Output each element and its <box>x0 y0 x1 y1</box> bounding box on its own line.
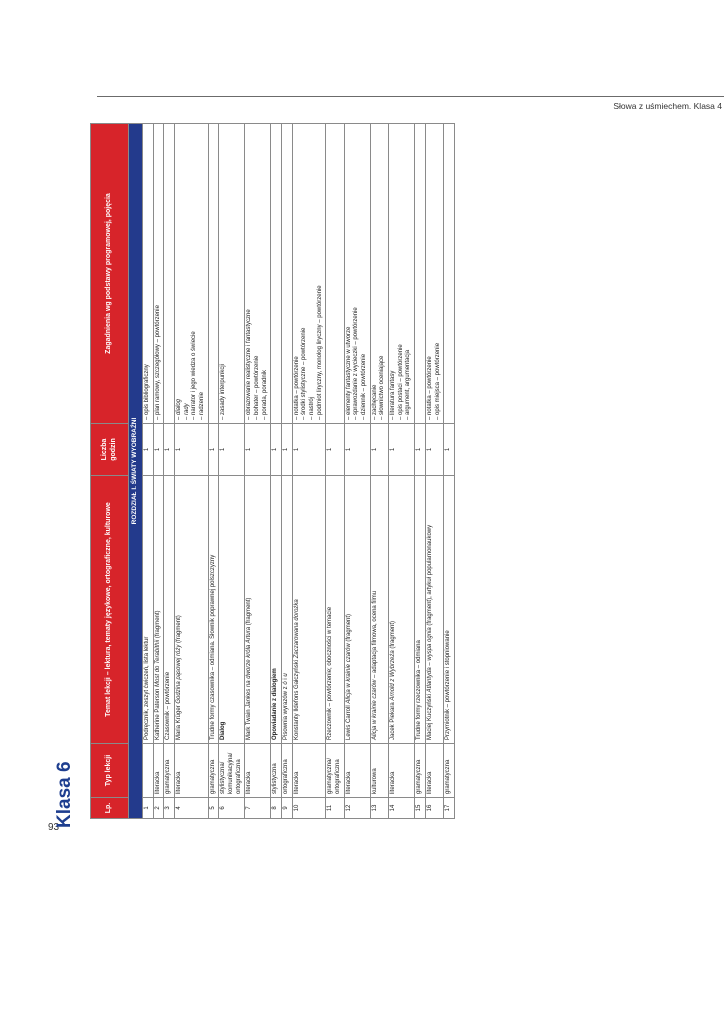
table-row <box>370 124 388 819</box>
cell-lp: 11 <box>326 798 344 819</box>
cell-issues <box>444 124 455 424</box>
issue-line: – plan ramowy, szczegółowy – powtórzenie <box>154 305 161 420</box>
topic-text: – adaptacja filmowa, ocena filmu <box>371 590 378 680</box>
table-row <box>389 124 415 819</box>
cell-topic <box>415 476 426 744</box>
table-row <box>282 124 293 819</box>
cell-lp: 16 <box>425 798 443 819</box>
cell-hours: 1 <box>444 424 455 476</box>
topic-text: Pisownia wyrazów z <box>283 684 290 740</box>
topic-text: Przymiotnik – powtórzenie i stopniowanie <box>445 630 452 740</box>
topic-text: Atlantyda – wyspa ognia <box>426 627 433 693</box>
issue-line: – notatka – powtórzenie <box>293 356 300 420</box>
header-hours: Liczba godzin <box>91 424 129 476</box>
table-row <box>219 124 245 819</box>
cell-topic <box>292 476 326 744</box>
topic-text: Arnold z Wybrzeża <box>390 650 397 701</box>
topic-text: Maciej Kuczyński <box>426 692 433 740</box>
cell-hours: 1 <box>271 424 282 476</box>
cell-hours: 1 <box>153 424 164 476</box>
cell-lesson-type: stylistyczna <box>271 744 282 798</box>
cell-lp: 15 <box>415 798 426 819</box>
topic-text: (fragment) <box>345 613 352 644</box>
cell-issues <box>219 124 245 424</box>
cell-topic <box>164 476 175 744</box>
cell-topic <box>282 476 293 744</box>
topic-text: i <box>283 676 290 682</box>
header-lesson-type: Typ lekcji <box>91 744 129 798</box>
cell-topic <box>208 476 219 744</box>
cell-lp: 10 <box>292 798 326 819</box>
cell-lesson-type <box>143 744 154 798</box>
section-title: ROZDZIAŁ I. ŚWIATY WYOBRAŹNI <box>129 124 143 819</box>
table-header-row <box>91 124 129 819</box>
topic-text: Alicja w krainie czarów <box>371 679 378 740</box>
cell-topic <box>389 476 415 744</box>
cell-lesson-type: kulturowa <box>370 744 388 798</box>
cell-lesson-type: stylistyczna/ komunikacyjna/ ortograficzna <box>219 744 245 798</box>
cell-lesson-type: literacka <box>175 744 209 798</box>
topic-text: Opowiadanie z dialogiem <box>272 668 279 740</box>
cell-lp: 12 <box>344 798 370 819</box>
cell-issues <box>389 124 415 424</box>
cell-lp: 1 <box>143 798 154 819</box>
issue-line: – nastrój <box>309 396 316 420</box>
topic-text: Katherine Paterson <box>154 686 161 740</box>
cell-lesson-type: literacka <box>344 744 370 798</box>
cell-lesson-type: gramatyczna/ ortograficzna <box>326 744 344 798</box>
cell-lp: 14 <box>389 798 415 819</box>
cell-issues <box>415 124 426 424</box>
lesson-plan-table-rotated <box>90 124 630 819</box>
table-row <box>245 124 271 819</box>
topic-text: (fragment) <box>154 610 161 640</box>
cell-lp: 13 <box>370 798 388 819</box>
topic-text: Jankes na dworze króla Artura <box>246 626 253 708</box>
cell-issues <box>326 124 344 424</box>
cell-hours: 1 <box>425 424 443 476</box>
cell-hours: 1 <box>326 424 344 476</box>
cell-topic <box>344 476 370 744</box>
topic-text: Jacek Piekara <box>390 700 397 740</box>
issue-line: – notatka – powtórzenie <box>426 356 433 420</box>
cell-issues <box>245 124 271 424</box>
cell-topic <box>219 476 245 744</box>
header-topic: Temat lekcji – lektura, tematy językowe, ortograficzne, kulturowe <box>91 476 129 744</box>
topic-text: u <box>283 673 290 677</box>
cell-issues <box>425 124 443 424</box>
table-row <box>326 124 344 819</box>
cell-lesson-type: gramatyczna <box>444 744 455 798</box>
topic-text: Maria Krüger <box>176 703 183 740</box>
cell-issues <box>282 124 293 424</box>
cell-hours: 1 <box>282 424 293 476</box>
section-row <box>129 124 143 819</box>
cell-issues <box>153 124 164 424</box>
cell-topic <box>143 476 154 744</box>
header-issues: Zagadnienia wg podstawy programowej, pojęcia <box>91 124 129 424</box>
topic-text: Alicja w krainie czarów <box>345 643 352 704</box>
topic-text: Godzina pąsowej róży <box>176 644 183 704</box>
cell-issues <box>292 124 326 424</box>
cell-topic <box>175 476 209 744</box>
issue-line: – literatura fantasy <box>390 370 397 420</box>
cell-issues <box>271 124 282 424</box>
table-row <box>444 124 455 819</box>
cell-lesson-type: literacka <box>389 744 415 798</box>
issue-line: – bohater – powtórzenie <box>254 355 261 420</box>
cell-lp: 5 <box>208 798 219 819</box>
issue-line: – słownictwo oceniające <box>379 355 386 420</box>
cell-lp: 17 <box>444 798 455 819</box>
table-row <box>344 124 370 819</box>
topic-text: Konstanty Ildefons Gałczyński <box>293 658 300 740</box>
topic-text: ó <box>283 681 290 685</box>
issue-line: – porada, poradnik <box>261 369 268 420</box>
cell-topic <box>444 476 455 744</box>
cell-topic <box>425 476 443 744</box>
issue-line: – zasady interpunkcji <box>220 363 227 420</box>
cell-lp: 2 <box>153 798 164 819</box>
cell-lp: 6 <box>219 798 245 819</box>
cell-hours: 1 <box>143 424 154 476</box>
topic-text: (fragment) <box>246 597 253 627</box>
cell-lesson-type: literacka <box>292 744 326 798</box>
cell-lesson-type: literacka <box>153 744 164 798</box>
topic-text: Podręcznik, zeszyt ćwiczeń, lista lektur <box>144 636 150 740</box>
topic-text: Dialog <box>220 721 227 740</box>
cell-hours: 1 <box>370 424 388 476</box>
cell-hours: 1 <box>219 424 245 476</box>
class-title: Klasa 6 <box>54 761 75 828</box>
cell-hours: 1 <box>292 424 326 476</box>
cell-issues <box>208 124 219 424</box>
cell-lesson-type: literacka <box>245 744 271 798</box>
cell-topic <box>326 476 344 744</box>
table-row <box>415 124 426 819</box>
cell-lp: 3 <box>164 798 175 819</box>
cell-hours: 1 <box>164 424 175 476</box>
topic-text: Trudne formy rzeczownika – odmiana <box>416 640 423 740</box>
table-row <box>208 124 219 819</box>
issue-line: – opis postaci – powtórzenie <box>397 344 404 420</box>
cell-lesson-type: gramatyczna <box>164 744 175 798</box>
table-row <box>425 124 443 819</box>
table-row <box>164 124 175 819</box>
issue-line: – radzenie <box>199 391 206 420</box>
cell-lesson-type: literacka <box>425 744 443 798</box>
issue-line: – opis miejsca – powtórzenie <box>434 342 441 420</box>
cell-topic <box>370 476 388 744</box>
topic-text: (fragment), artykuł popularnonaukowy <box>426 524 433 628</box>
cell-lp: 7 <box>245 798 271 819</box>
cell-topic <box>245 476 271 744</box>
topic-text: (fragment) <box>176 615 183 645</box>
header-rule <box>97 96 724 97</box>
cell-lesson-type: gramatyczna <box>208 744 219 798</box>
cell-hours: 1 <box>208 424 219 476</box>
topic-text: Most do Terabithii <box>154 639 161 687</box>
cell-issues <box>370 124 388 424</box>
cell-topic <box>271 476 282 744</box>
table-row <box>292 124 326 819</box>
topic-text: (fragment) <box>390 620 397 651</box>
cell-lesson-type: gramatyczna <box>415 744 426 798</box>
cell-hours: 1 <box>245 424 271 476</box>
issue-line: – dialog <box>176 398 183 420</box>
running-header: Słowa z uśmiechem. Klasa 4 <box>613 101 722 111</box>
topic-text: Mark Twain <box>246 707 253 740</box>
cell-hours: 1 <box>175 424 209 476</box>
table-row <box>153 124 164 819</box>
lesson-plan-table <box>90 123 455 819</box>
cell-hours: 1 <box>389 424 415 476</box>
cell-lp: 8 <box>271 798 282 819</box>
table-row <box>143 124 154 819</box>
cell-issues <box>164 124 175 424</box>
cell-lp: 9 <box>282 798 293 819</box>
issue-line: – sprawozdanie z wycieczki – powtórzenie <box>353 307 360 420</box>
cell-topic <box>153 476 164 744</box>
cell-issues <box>175 124 209 424</box>
issue-line: – obrazowanie realistyczne i fantastyczne <box>246 309 253 420</box>
cell-lesson-type: ortograficzna <box>282 744 293 798</box>
cell-hours: 1 <box>344 424 370 476</box>
page-number: 93 <box>48 822 60 833</box>
topic-text: Zaczarowana dorożka <box>293 599 300 659</box>
table-row <box>175 124 209 819</box>
topic-text: Czasownik – powtórzenie <box>165 671 172 740</box>
cell-issues <box>143 124 154 424</box>
issue-line: – opis bibliograficzny <box>144 364 150 420</box>
topic-text: Rzeczownik – powtórzenie; oboczności w temacie <box>327 606 334 740</box>
header-lp: Lp. <box>91 798 129 819</box>
table-row <box>271 124 282 819</box>
cell-issues <box>344 124 370 424</box>
issue-line: – podmiot liryczny, monolog liryczny – powtórzenie <box>316 285 323 420</box>
issue-line: – argument, argumentacja <box>405 349 412 420</box>
cell-hours: 1 <box>415 424 426 476</box>
issue-line: – środki stylistyczne – powtórzenie <box>301 327 308 420</box>
topic-text: Lewis Carroll <box>345 703 352 740</box>
issue-line: – dziennik – powtórzenie <box>361 353 368 420</box>
issue-line: – elementy fantastyczne w utworze <box>345 326 352 420</box>
cell-lp: 4 <box>175 798 209 819</box>
issue-line: – narrator i jego wiedza o świecie <box>191 331 198 420</box>
topic-text: Trudne formy czasownika – odmiana. Słownik poprawnej polszczyzny <box>209 554 216 740</box>
issue-line: – zachęcanie <box>371 384 378 420</box>
issue-line: – rady <box>183 403 190 420</box>
